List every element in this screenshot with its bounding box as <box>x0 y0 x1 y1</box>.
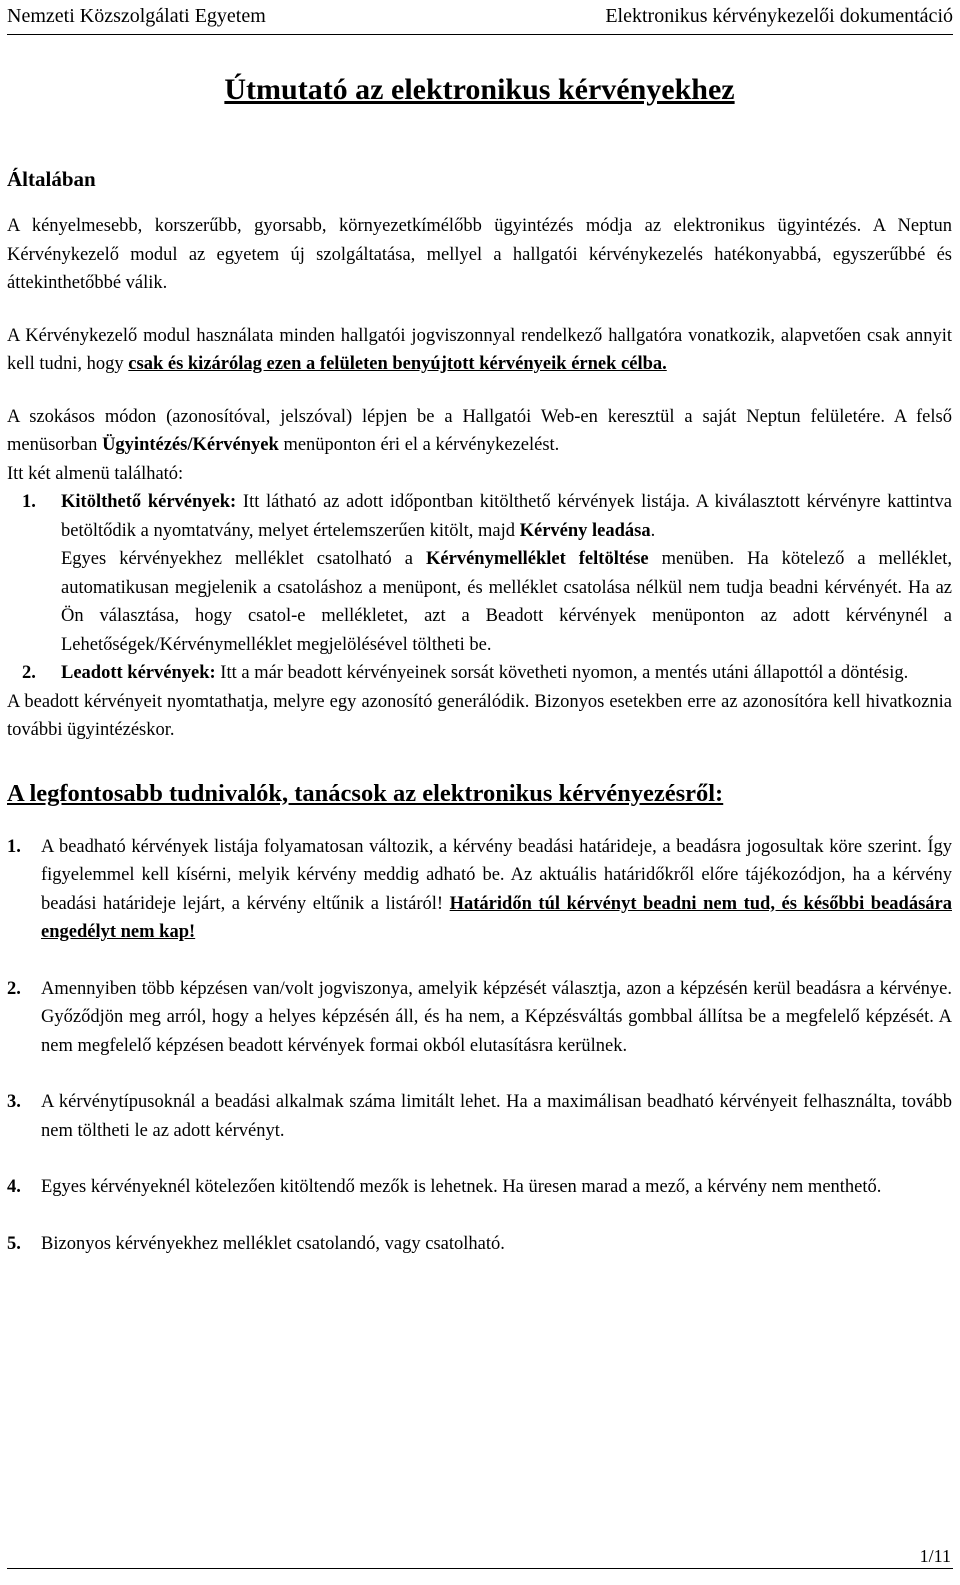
list-item-body: A beadható kérvények listája folyamatosan változik, a kérvény beadási határideje, a beadásra jogosultak köre szerint. Így figyelemmel kell kísérni, melyik kérvény meddig adható be. Az aktuális határidőkről előre tájékozódjon, ha a kérvény beadási határideje lejárt, a kérvény eltűnik a listáról! <box>41 836 952 914</box>
deadline-warning-text: Határidőn túl kérvényt beadni nem tud, és későbbi beadására engedélyt nem kap! <box>41 893 952 942</box>
list-item-number: 3. <box>7 1092 21 1112</box>
submenu-text <box>61 545 952 659</box>
header-doc-title: Elektronikus kérvénykezelői dokumentáció <box>605 5 953 27</box>
paragraph-login <box>7 403 952 460</box>
list-item-text: Bizonyos kérvényekhez melléklet csatolandó, vagy csatolható. <box>41 1233 505 1254</box>
section-heading-important: A legfontosabb tudnivalók, tanácsok az elektronikus kérvényezésről: <box>7 779 724 807</box>
list-item <box>7 1173 952 1202</box>
paragraph-intro: A kényelmesebb, korszerűbb, gyorsabb, környezetkímélőbb ügyintézés módja az elektronikus ügyintézés. A Neptun Kérvénykezelő modul az egyetem új szolgáltatása, mellyel a hallgatói kérvénykezelés hatékonyabbá, egyszerűbbé és áttekinthetőbbé válik. <box>7 216 952 293</box>
submenu-title: Kitölthető kérvények: <box>61 492 237 512</box>
document-body <box>7 70 952 1258</box>
menu-path-text: Ügyintézés/Kérvények <box>102 435 279 455</box>
document-title: Útmutató az elektronikus kérvényekhez <box>224 73 735 106</box>
submenu-text <box>61 659 952 688</box>
submenu-description: Itt a már beadott kérvényeinek sorsát követheti nyomon, a mentés utáni állapottól a döntésig. <box>215 663 909 683</box>
paragraph-text: A Kérvénykezelő modul használata minden hallgatói jogviszonnyal rendelkező hallgatóra vonatkozik, alapvetően csak annyit kell tudni, hogy <box>7 325 952 374</box>
list-item-number: 1. <box>7 836 21 857</box>
paragraph-module-usage <box>7 322 952 379</box>
list-item-text <box>41 833 952 947</box>
paragraph-print: A beadott kérvényeit nyomtathatja, melyre egy azonosító generálódik. Bizonyos esetekben erre az azonosítóra kell hivatkoznia további ügyintézéskor. <box>7 691 952 740</box>
section-heading-general: Általában <box>7 167 96 191</box>
paragraph-submenus: Itt két almenü található: <box>7 463 184 484</box>
submenu-description: Egyes kérvényekhez melléklet csatolható a <box>61 549 427 569</box>
paragraph-text: menüponton éri el a kérvénykezelést. <box>278 435 560 455</box>
submenu-description: . <box>650 520 656 541</box>
page-number: 1/11 <box>919 1546 951 1566</box>
list-item <box>7 1230 952 1259</box>
list-item-text: Amennyiben több képzésen van/volt jogviszonya, amelyik képzését választja, azon a képzésén kerül beadásra a kérvénye. Győződjön meg arról, hogy a helyes képzésén áll, és ha nem, a Képzésváltás gombbal állítsa be a megfelelő képzését. A nem megfelelő képzésen beadott kérvények formai okból elutasításra kerülnek. <box>41 978 952 1056</box>
submenu-title: Leadott kérvények: <box>61 663 216 683</box>
list-item <box>7 833 952 947</box>
header-institution: Nemzeti Közszolgálati Egyetem <box>7 5 266 27</box>
paragraph-text: A szokásos módon (azonosítóval, jelszóval) lépjen be a Hallgatói Web-en keresztül a saját Neptun felületére. A felső menüsorban <box>7 406 952 455</box>
emphasis-text: csak és kizárólag ezen a felületen benyújtott kérvényeik érnek célba. <box>128 354 667 374</box>
submit-label-text: Kérvény leadása <box>519 520 651 541</box>
list-item <box>7 975 952 1061</box>
list-item-text: A kérvénytípusoknál a beadási alkalmak száma limitált lehet. Ha a maximálisan beadható kérvényeit felhasználta, tovább nem töltheti le az adott kérvényt. <box>41 1092 952 1141</box>
submenu-number: 2. <box>22 663 36 683</box>
submenu-number: 1. <box>22 492 36 512</box>
submenu-item <box>7 659 952 688</box>
attachment-menu-text: Kérvénymelléklet feltöltése <box>426 549 649 569</box>
list-item-text: Egyes kérvényeknél kötelezően kitöltendő mezők is lehetnek. Ha üresen marad a mező, a kérvény nem menthető. <box>41 1177 882 1197</box>
page-header <box>7 2 953 35</box>
submenu-description: Itt látható az adott időpontban kitölthető kérvények listája. A kiválasztott kérvényre kattintva betöltődik a nyomtatvány, melyet értelemszerűen kitölt, majd <box>61 492 952 541</box>
submenu-text <box>61 488 952 545</box>
footer-divider <box>7 1568 953 1569</box>
list-item-number: 4. <box>7 1177 21 1197</box>
list-item <box>7 1088 952 1145</box>
submenu-item <box>7 488 952 659</box>
list-item-number: 5. <box>7 1233 21 1254</box>
list-item-number: 2. <box>7 978 21 999</box>
submenu-description: menüben. Ha kötelező a melléklet, automatikusan megjelenik a csatoláshoz a menüpont, és melléklet csatolása nélkül nem tudja beadni kérvényét. Ha az Ön választása, hogy csatol-e mellékletet, azt a Beadott kérvények menüponton az adott kérvénynél a Lehetőségek/Kérvénymelléklet megjelölésével töltheti be. <box>61 549 953 655</box>
